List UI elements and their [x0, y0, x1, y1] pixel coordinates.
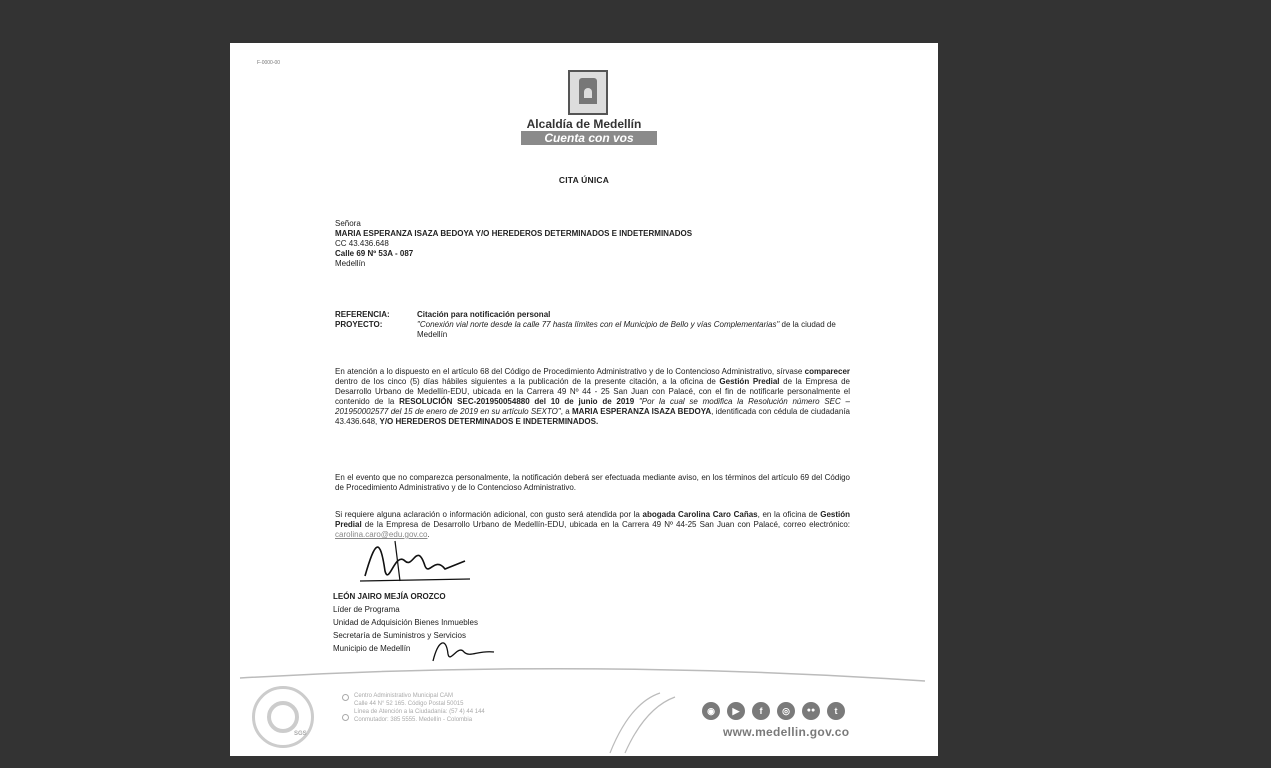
logo-tagline: Cuenta con vos — [521, 131, 657, 145]
footer-phone-1: Línea de Atención a la Ciudadanía: (57 4) 44 144 — [354, 709, 485, 715]
certification-seal — [252, 686, 314, 748]
signer-name: LEÓN JAIRO MEJÍA OROZCO — [333, 592, 446, 601]
recipient-id: CC 43.436.648 — [335, 239, 389, 248]
footer-contact — [354, 692, 485, 724]
paragraph-citation: En atención a lo dispuesto en el artículo 68 del Código de Procedimiento Administrativo y de lo Contencioso Administrativo, sírvase comparecer dentro de los cinco (5) días hábiles siguientes a la publicación de la presente citación, a la oficina de Gestión Predial de la Empresa de Desarrollo Urbano de Medellín-EDU, ubicada en la Carrera 49 Nº 44 - 25 San Juan con Palacé, con el fin de notificarle personalmente el contenido de la RESOLUCIÓN SEC-201950054880 del 10 de junio de 2019 "Por la cual se modifica la Resolución número SEC – 201950002577 del 15 de enero de 2019 en su artículo SEXTO", a MARIA ESPERANZA ISAZA BEDOYA, identificada con cédula de ciudadanía 43.436.648, Y/O HEREDEROS DETERMINADOS E INDETERMINADOS. — [335, 367, 851, 426]
phone-icon — [342, 714, 349, 721]
recipient-name: MARIA ESPERANZA ISAZA BEDOYA Y/O HEREDEROS DETERMINADOS E INDETERMINADOS — [335, 229, 693, 238]
paragraph-notice: En el evento que no comparezca personalmente, la notificación deberá ser efectuada mediante aviso, en los términos del artículo 69 del Código de Procedimiento Administrativo y de lo Contencioso Administrativo. — [335, 473, 850, 492]
document-title: CITA ÚNICA — [558, 175, 610, 185]
recipient-city: Medellín — [335, 259, 366, 268]
project-value: "Conexión vial norte desde la calle 77 hasta límites con el Municipio de Bello y vías Complementarias" de la ciudad de Medellín — [417, 320, 836, 339]
coat-of-arms-logo — [568, 70, 608, 115]
paragraph-contact: Si requiere alguna aclaración o información adicional, con gusto será atendida por la abogada Carolina Caro Cañas, en la oficina de Gestión Predial de la Empresa de Desarrollo Urbano de Medellín-EDU, ubicada en la Carrera 49 Nº 44-25 San Juan con Palacé, correo electrónico: carolina.caro@edu.gov.co. — [335, 510, 851, 539]
logo-name: Alcaldía de Medellín — [526, 117, 642, 131]
reference-label: REFERENCIA: — [335, 310, 390, 319]
youtube-icon[interactable]: ▶ — [727, 702, 745, 720]
reference-value: Citación para notificación personal — [417, 310, 551, 319]
recipient-address: Calle 69 Nº 53A - 087 — [335, 249, 414, 258]
social-icons — [702, 702, 845, 720]
location-pin-icon — [342, 694, 349, 701]
footer-address-2: Calle 44 N° 52 165. Código Postal 50015 — [354, 701, 464, 707]
footer-phone-2: Conmutador: 385 5555. Medellín - Colombia — [354, 717, 473, 723]
facebook-icon[interactable]: f — [752, 702, 770, 720]
reference-block — [335, 310, 850, 340]
website-link[interactable]: www.medellin.gov.co — [723, 725, 850, 739]
email-link[interactable]: carolina.caro@edu.gov.co — [335, 530, 428, 539]
signer-municipality: Municipio de Medellín — [333, 644, 411, 653]
instagram-icon[interactable]: ◎ — [777, 702, 795, 720]
salutation: Señora — [335, 219, 361, 228]
signer-role: Líder de Programa — [333, 605, 400, 614]
rss-icon[interactable]: ◉ — [702, 702, 720, 720]
flickr-icon[interactable]: ●● — [802, 702, 820, 720]
document-code: F-0000-00 — [257, 60, 281, 66]
handwritten-signature — [355, 531, 475, 591]
signer-secretariat: Secretaría de Suministros y Servicios — [333, 631, 466, 640]
document-page — [230, 43, 938, 756]
recipient-block — [335, 219, 850, 269]
twitter-icon[interactable]: t — [827, 702, 845, 720]
initials-signature — [428, 636, 498, 666]
project-label: PROYECTO: — [335, 320, 383, 329]
seal-label: SGS — [294, 731, 307, 737]
signer-unit: Unidad de Adquisición Bienes Inmuebles — [333, 618, 478, 627]
footer-address-1: Centro Administrativo Municipal CAM — [354, 693, 454, 699]
